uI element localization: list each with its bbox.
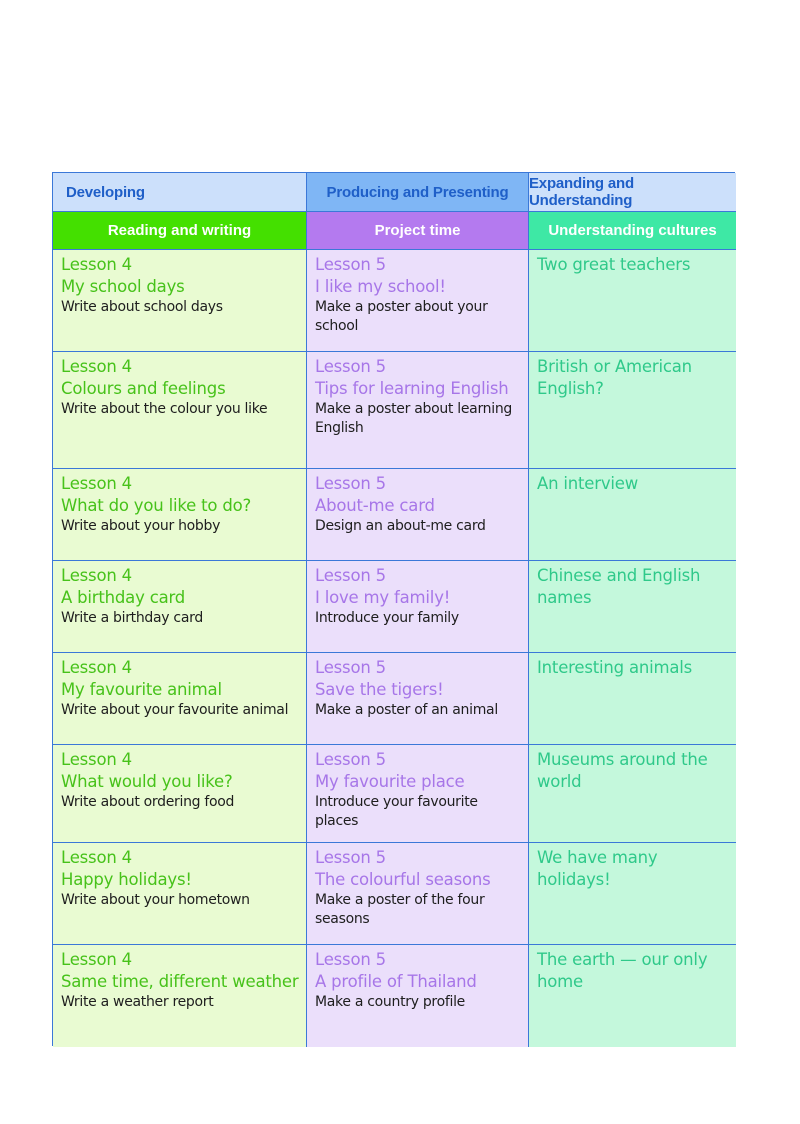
reading-cell <box>53 352 307 469</box>
project-cell <box>307 843 529 945</box>
section-header-developing: Developing <box>53 173 307 212</box>
lesson-number: Lesson 4 <box>61 848 132 867</box>
project-cell <box>307 561 529 653</box>
project-cell <box>307 945 529 1047</box>
culture-title: We have many holidays! <box>537 848 658 889</box>
reading-cell <box>53 945 307 1047</box>
lesson-number: Lesson 4 <box>61 566 132 585</box>
lesson-number: Lesson 4 <box>61 255 132 274</box>
lesson-number: Lesson 5 <box>315 566 386 585</box>
lesson-task: Write about the colour you like <box>61 401 268 417</box>
lesson-number: Lesson 5 <box>315 357 386 376</box>
reading-cell <box>53 469 307 561</box>
lesson-title: A birthday card <box>61 588 186 607</box>
lesson-task: Write about ordering food <box>61 794 235 810</box>
lesson-task: Write about your hobby <box>61 518 221 534</box>
culture-title: Museums around the world <box>537 750 708 791</box>
culture-cell <box>529 469 736 561</box>
lesson-title: The colourful seasons <box>315 870 491 889</box>
culture-title: The earth — our only home <box>537 950 708 991</box>
lesson-number: Lesson 4 <box>61 658 132 677</box>
section-header-producing: Producing and Presenting <box>307 173 529 212</box>
culture-cell <box>529 352 736 469</box>
culture-cell <box>529 945 736 1047</box>
lesson-number: Lesson 4 <box>61 357 132 376</box>
project-cell <box>307 745 529 843</box>
lesson-task: Introduce your favourite places <box>315 794 478 829</box>
subheader-project-time: Project time <box>307 212 529 250</box>
lesson-number: Lesson 4 <box>61 750 132 769</box>
lesson-title: Happy holidays! <box>61 870 192 889</box>
lesson-task: Make a poster of an animal <box>315 702 498 718</box>
lesson-title: My school days <box>61 277 185 296</box>
lesson-title: What do you like to do? <box>61 496 252 515</box>
lesson-task: Write a birthday card <box>61 610 203 626</box>
culture-title: British or American English? <box>537 357 692 398</box>
lesson-task: Make a poster about your school <box>315 299 488 334</box>
lesson-title: My favourite place <box>315 772 465 791</box>
lesson-task: Write a weather report <box>61 994 214 1010</box>
lesson-task: Write about your hometown <box>61 892 250 908</box>
culture-cell <box>529 843 736 945</box>
culture-cell <box>529 745 736 843</box>
lesson-title: My favourite animal <box>61 680 222 699</box>
subheader-understanding-cultures: Understanding cultures <box>529 212 736 250</box>
lesson-title: Colours and feelings <box>61 379 226 398</box>
lesson-task: Make a poster of the four seasons <box>315 892 485 927</box>
culture-title: Chinese and English names <box>537 566 701 607</box>
reading-cell <box>53 250 307 352</box>
lesson-number: Lesson 5 <box>315 750 386 769</box>
reading-cell <box>53 745 307 843</box>
culture-title: Interesting animals <box>537 658 693 677</box>
lesson-number: Lesson 4 <box>61 950 132 969</box>
lesson-number: Lesson 5 <box>315 848 386 867</box>
lesson-title: About-me card <box>315 496 435 515</box>
lesson-number: Lesson 5 <box>315 474 386 493</box>
lesson-task: Introduce your family <box>315 610 459 626</box>
lesson-task: Design an about-me card <box>315 518 486 534</box>
reading-cell <box>53 653 307 745</box>
culture-title: An interview <box>537 474 639 493</box>
lesson-title: A profile of Thailand <box>315 972 477 991</box>
culture-title: Two great teachers <box>537 255 691 274</box>
project-cell <box>307 250 529 352</box>
lesson-number: Lesson 5 <box>315 950 386 969</box>
section-header-expanding: Expanding and Understanding <box>529 173 736 212</box>
lesson-title: Save the tigers! <box>315 680 444 699</box>
reading-cell <box>53 843 307 945</box>
project-cell <box>307 469 529 561</box>
lesson-task: Write about your favourite animal <box>61 702 289 718</box>
subheader-reading-writing: Reading and writing <box>53 212 307 250</box>
lesson-task: Write about school days <box>61 299 223 315</box>
lesson-task: Make a poster about learning English <box>315 401 512 436</box>
lesson-title: What would you like? <box>61 772 233 791</box>
reading-cell <box>53 561 307 653</box>
culture-cell <box>529 653 736 745</box>
lesson-number: Lesson 5 <box>315 658 386 677</box>
lesson-number: Lesson 5 <box>315 255 386 274</box>
project-cell <box>307 653 529 745</box>
lesson-title: Tips for learning English <box>315 379 509 398</box>
lesson-title: I love my family! <box>315 588 451 607</box>
lesson-task: Make a country profile <box>315 994 465 1010</box>
lesson-title: Same time, different weather <box>61 972 299 991</box>
curriculum-table <box>52 172 735 1046</box>
culture-cell <box>529 250 736 352</box>
culture-cell <box>529 561 736 653</box>
lesson-number: Lesson 4 <box>61 474 132 493</box>
project-cell <box>307 352 529 469</box>
lesson-title: I like my school! <box>315 277 446 296</box>
